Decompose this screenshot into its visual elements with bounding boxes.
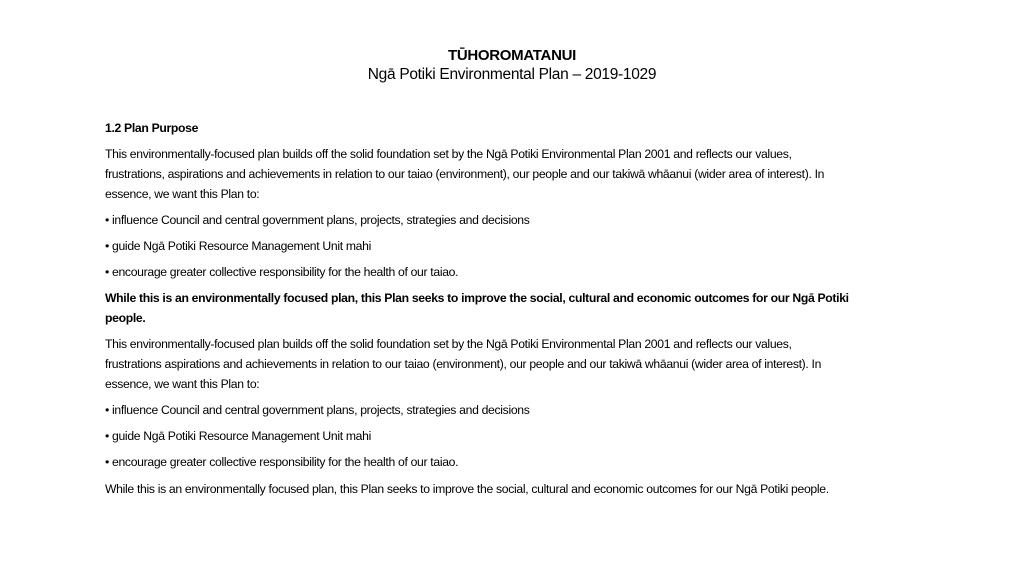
bold-statement-line: people. (105, 311, 146, 325)
document-title: TŪHOROMATANUI (447, 47, 577, 64)
paragraph-line: This environmentally-focused plan builds off the solid foundation set by the Ngā Potiki Environmental Plan 2001 and reflects our values, (105, 337, 792, 351)
section-heading: 1.2 Plan Purpose (105, 121, 199, 135)
bullet-item: • guide Ngā Potiki Resource Management Unit mahi (105, 239, 371, 253)
paragraph-line: essence, we want this Plan to: (105, 187, 260, 201)
closing-statement: While this is an environmentally focused plan, this Plan seeks to improve the social, cultural and economic outcomes for our Ngā Potiki people. (105, 482, 829, 496)
bullet-item: • influence Council and central government plans, projects, strategies and decisions (105, 213, 530, 227)
bullet-item: • encourage greater collective responsibility for the health of our taiao. (105, 455, 459, 469)
bullet-item: • influence Council and central government plans, projects, strategies and decisions (105, 403, 530, 417)
bullet-item: • guide Ngā Potiki Resource Management Unit mahi (105, 429, 371, 443)
paragraph-line: essence, we want this Plan to: (105, 377, 260, 391)
paragraph-line: frustrations aspirations and achievements in relation to our taiao (environment), our people and our takiwā whāanui (wider area of interest). In (105, 357, 822, 371)
paragraph-line: This environmentally-focused plan builds off the solid foundation set by the Ngā Potiki Environmental Plan 2001 and reflects our values, (105, 147, 792, 161)
paragraph-line: frustrations, aspirations and achievements in relation to our taiao (environment), our people and our takiwā whāanui (wider area of interest). In (105, 167, 825, 181)
bold-statement-line: While this is an environmentally focused plan, this Plan seeks to improve the social, cultural and economic outcomes for our Ngā Potiki (105, 291, 849, 305)
bullet-item: • encourage greater collective responsibility for the health of our taiao. (105, 265, 459, 279)
document-subtitle: Ngā Potiki Environmental Plan – 2019-1029 (367, 66, 657, 83)
